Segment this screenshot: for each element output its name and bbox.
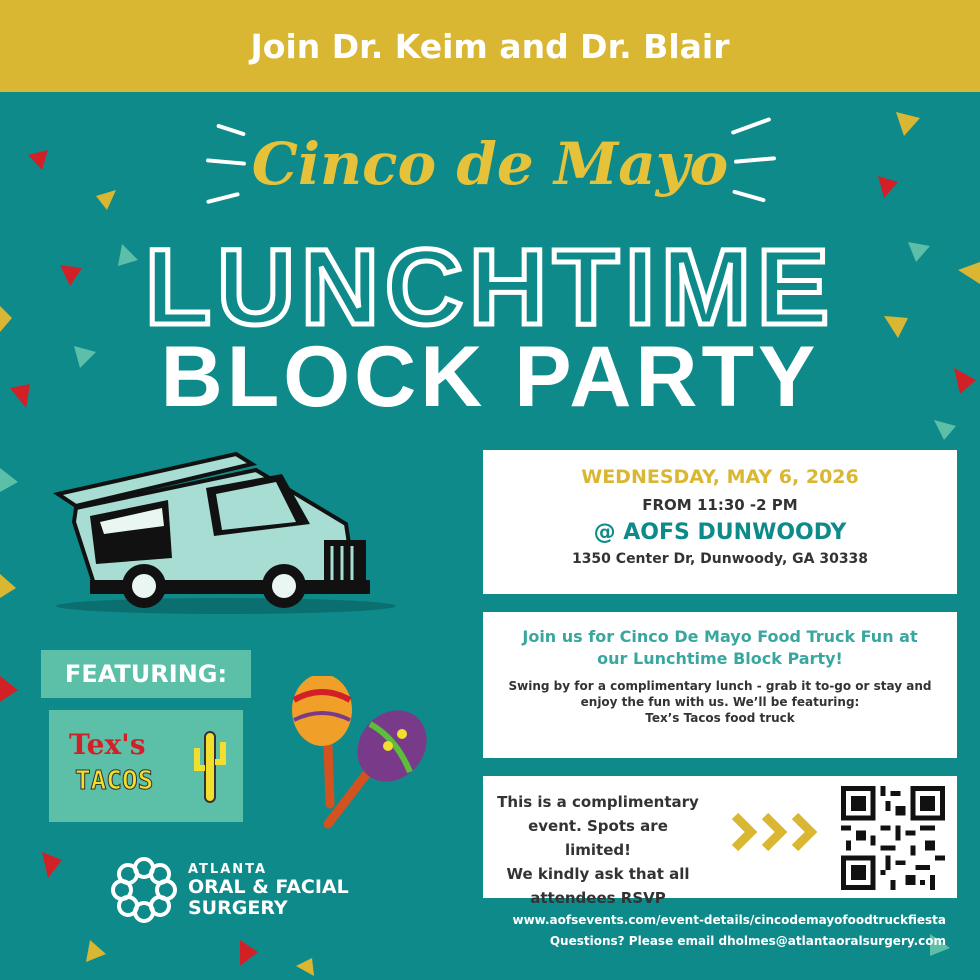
vendor-logo: [49, 710, 243, 822]
event-url-link[interactable]: www.aofsevents.com/event-details/cincodemayofoodtruckfiesta: [512, 913, 946, 927]
clinic-logo-icon: [110, 856, 178, 924]
confetti-piece: [240, 940, 258, 966]
contact-email-text[interactable]: Questions? Please email dholmes@atlantaoralsurgery.com: [549, 934, 946, 948]
food-truck-illustration: [46, 440, 406, 616]
invite-body-line: Tex’s Tacos food truck: [645, 711, 795, 725]
event-details-card: [483, 450, 957, 594]
invite-headline-line: Join us for Cinco De Mayo Food Truck Fun at: [522, 627, 918, 646]
event-address: 1350 Center Dr, Dunwoody, GA 30338: [571, 551, 869, 567]
footer: [512, 910, 946, 952]
event-time: FROM 11:30 -2 PM: [642, 496, 798, 514]
event-location: @ AOFS DUNWOODY: [593, 520, 847, 545]
chevron-right-icon: [731, 812, 827, 852]
confetti-piece: [0, 574, 16, 598]
maracas-icon: [292, 676, 432, 836]
cactus-icon: [193, 728, 227, 804]
title-lunchtime: LUNCHTIME: [145, 226, 835, 347]
featuring-label: FEATURING:: [41, 650, 251, 698]
rsvp-line: attendees RSVP: [530, 889, 666, 907]
invite-card: [483, 612, 957, 758]
invite-body-line: Swing by for a complimentary lunch - grab it to-go or stay and: [508, 679, 932, 693]
confetti-piece: [86, 940, 106, 962]
rsvp-line: event. Spots are limited!: [528, 817, 668, 859]
invite-headline: [483, 626, 957, 670]
clinic-logo-text: [188, 862, 349, 919]
confetti-piece: [42, 852, 62, 878]
confetti-piece: [296, 958, 314, 976]
script-title: Cinco de Mayo: [251, 130, 729, 198]
invite-body: [483, 678, 957, 726]
vendor-name-tex: Tex's: [69, 728, 146, 761]
top-banner: [0, 0, 980, 92]
confetti-piece: [0, 676, 18, 702]
rsvp-line: This is a complimentary: [497, 793, 699, 811]
invite-headline-line: our Lunchtime Block Party!: [597, 649, 843, 668]
confetti-piece: [0, 468, 18, 492]
clinic-logo-line: ATLANTA: [188, 862, 268, 877]
clinic-logo-line: SURGERY: [188, 897, 288, 919]
rsvp-card: [483, 776, 957, 907]
rsvp-text: [493, 790, 703, 910]
event-date: WEDNESDAY, MAY 6, 2026: [581, 466, 859, 488]
qr-code[interactable]: [841, 786, 945, 890]
rsvp-line: We kindly ask that all: [506, 865, 690, 883]
banner-text: Join Dr. Keim and Dr. Blair: [250, 26, 730, 66]
vendor-name-tacos: TACOS: [75, 766, 154, 796]
clinic-logo-line: ORAL & FACIAL: [188, 876, 349, 898]
invite-body-line: enjoy the fun with us. We’ll be featuring:: [580, 695, 860, 709]
title-block-party: BLOCK PARTY: [160, 329, 820, 425]
